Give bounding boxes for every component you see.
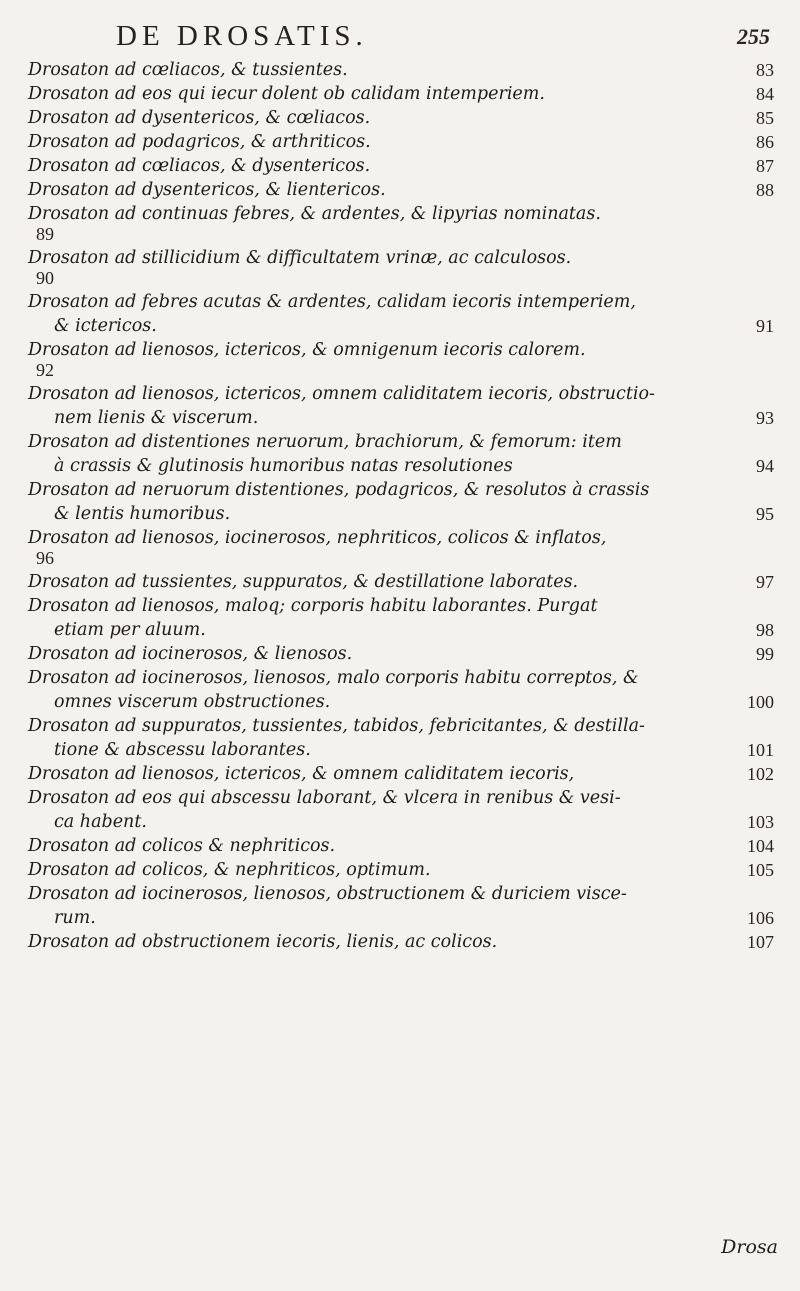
- index-entry: [28, 526, 780, 570]
- entry-text-line: Drosaton ad colicos & nephriticos.: [28, 836, 336, 856]
- entry-text-line: ca habent.: [54, 812, 147, 832]
- index-entry: [28, 130, 780, 154]
- entry-number: 98: [756, 620, 774, 640]
- entry-text-line: Drosaton ad lienosos, ictericos, & omnem caliditatem iecoris,: [28, 764, 575, 784]
- index-entry: [28, 338, 780, 382]
- catchword: Drosa: [721, 1236, 778, 1258]
- index-entry: [28, 714, 780, 762]
- entry-text-line: Drosaton ad dysentericos, & lientericos.: [28, 180, 386, 200]
- index-entry: [28, 430, 780, 478]
- entry-number: 107: [747, 932, 774, 952]
- index-entry: [28, 82, 780, 106]
- entry-text-line: Drosaton ad lienosos, ictericos, & omnigenum iecoris calorem.: [28, 340, 586, 360]
- entry-text-line: Drosaton ad lienosos, ictericos, omnem caliditatem iecoris, obstructio-: [28, 384, 655, 404]
- entry-text-line: Drosaton ad iocinerosos, lienosos, obstructionem & duriciem visce-: [28, 884, 627, 904]
- index-entry: [28, 642, 780, 666]
- entry-number: 104: [747, 836, 774, 856]
- entry-text-line: omnes viscerum obstructiones.: [54, 692, 331, 712]
- entry-text-line: Drosaton ad distentiones neruorum, brachiorum, & femorum: item: [28, 432, 622, 452]
- entry-number: 85: [756, 108, 774, 128]
- index-entry: [28, 106, 780, 130]
- entry-text-line: Drosaton ad eos qui iecur dolent ob calidam intemperiem.: [28, 84, 545, 104]
- index-entry: [28, 786, 780, 834]
- entry-text-line: tione & abscessu laborantes.: [54, 740, 311, 760]
- entry-number: 100: [747, 692, 774, 712]
- index-entry: [28, 570, 780, 594]
- recipe-index-list: [0, 58, 800, 954]
- entry-text-line: Drosaton ad suppuratos, tussientes, tabidos, febricitantes, & destilla-: [28, 716, 645, 736]
- entry-text-line: nem lienis & viscerum.: [54, 408, 259, 428]
- entry-number: 103: [747, 812, 774, 832]
- running-header: [0, 14, 800, 54]
- entry-text-line: Drosaton ad iocinerosos, & lienosos.: [28, 644, 353, 664]
- index-entry: [28, 246, 780, 290]
- entry-number: 102: [747, 764, 774, 784]
- entry-number: 105: [747, 860, 774, 880]
- entry-text-line: à crassis & glutinosis humoribus natas resolutiones: [54, 456, 513, 476]
- entry-text-line: Drosaton ad podagricos, & arthriticos.: [28, 132, 371, 152]
- entry-number: 96: [36, 548, 54, 568]
- index-entry: [28, 762, 780, 786]
- entry-number: 84: [756, 84, 774, 104]
- entry-text-line: Drosaton ad neruorum distentiones, podagricos, & resolutos à crassis: [28, 480, 650, 500]
- index-entry: [28, 382, 780, 430]
- entry-text-line: Drosaton ad cœliacos, & dysentericos.: [28, 156, 371, 176]
- entry-number: 89: [36, 224, 54, 244]
- entry-number: 95: [756, 504, 774, 524]
- entry-text-line: Drosaton ad cœliacos, & tussientes.: [28, 60, 348, 80]
- entry-number: 90: [36, 268, 54, 288]
- index-entry: [28, 202, 780, 246]
- entry-number: 87: [756, 156, 774, 176]
- index-entry: [28, 858, 780, 882]
- entry-number: 101: [747, 740, 774, 760]
- index-entry: [28, 666, 780, 714]
- entry-number: 94: [756, 456, 774, 476]
- entry-text-line: Drosaton ad colicos, & nephriticos, optimum.: [28, 860, 431, 880]
- index-entry: [28, 478, 780, 526]
- index-entry: [28, 58, 780, 82]
- index-entry: [28, 594, 780, 642]
- entry-number: 106: [747, 908, 774, 928]
- entry-text-line: & lentis humoribus.: [54, 504, 231, 524]
- entry-text-line: Drosaton ad iocinerosos, lienosos, malo corporis habitu correptos, &: [28, 668, 639, 688]
- entry-number: 88: [756, 180, 774, 200]
- entry-text-line: Drosaton ad dysentericos, & cœliacos.: [28, 108, 371, 128]
- index-entry: [28, 930, 780, 954]
- entry-number: 93: [756, 408, 774, 428]
- index-entry: [28, 154, 780, 178]
- entry-text-line: Drosaton ad continuas febres, & ardentes, & lipyrias nominatas.: [28, 204, 601, 224]
- index-entry: [28, 290, 780, 338]
- running-title: DE DROSATIS.: [116, 20, 368, 52]
- entry-text-line: Drosaton ad tussientes, suppuratos, & destillatione laborates.: [28, 572, 579, 592]
- entry-text-line: & ictericos.: [54, 316, 157, 336]
- entry-text-line: Drosaton ad obstructionem iecoris, lienis, ac colicos.: [28, 932, 498, 952]
- entry-number: 83: [756, 60, 774, 80]
- entry-text-line: Drosaton ad stillicidium & difficultatem vrinæ, ac calculosos.: [28, 248, 572, 268]
- page-number: 255: [737, 24, 770, 49]
- entry-number: 99: [756, 644, 774, 664]
- entry-text-line: Drosaton ad lienosos, iocinerosos, nephriticos, colicos & inflatos,: [28, 528, 607, 548]
- entry-number: 92: [36, 360, 54, 380]
- index-entry: [28, 882, 780, 930]
- index-entry: [28, 178, 780, 202]
- entry-text-line: Drosaton ad febres acutas & ardentes, calidam iecoris intemperiem,: [28, 292, 636, 312]
- entry-text-line: Drosaton ad eos qui abscessu laborant, & vlcera in renibus & vesi-: [28, 788, 621, 808]
- entry-number: 97: [756, 572, 774, 592]
- entry-number: 91: [756, 316, 774, 336]
- index-entry: [28, 834, 780, 858]
- entry-text-line: etiam per aluum.: [54, 620, 206, 640]
- entry-text-line: rum.: [54, 908, 96, 928]
- entry-text-line: Drosaton ad lienosos, maloq; corporis habitu laborantes. Purgat: [28, 596, 598, 616]
- entry-number: 86: [756, 132, 774, 152]
